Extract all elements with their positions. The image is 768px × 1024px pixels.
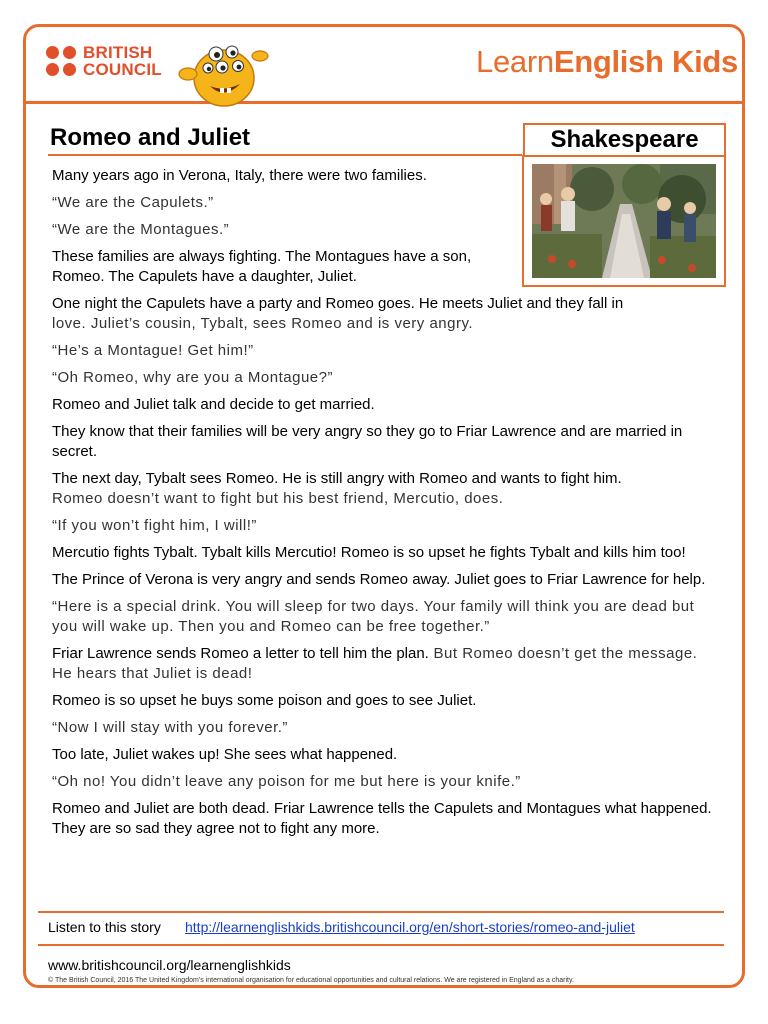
paragraph-line: But Romeo doesn’t get the message. He hears that Juliet is dead!	[52, 645, 698, 682]
story-paragraph	[52, 294, 712, 334]
story-body	[52, 166, 712, 846]
paragraph-line: Romeo doesn’t want to fight but his best friend, Mercutio, does.	[52, 490, 504, 507]
story-quote: “Now I will stay with you forever.”	[52, 719, 288, 736]
paragraph-line: love. Juliet’s cousin, Tybalt, sees Romeo and is very angry.	[52, 315, 474, 332]
story-title: Romeo and Juliet	[50, 124, 251, 151]
footer-site-url: www.britishcouncil.org/learnenglishkids	[48, 957, 291, 973]
paragraph-line: The next day, Tybalt sees Romeo. He is still angry with Romeo and wants to fight him.	[52, 470, 622, 487]
monster-mascot-icon	[178, 34, 270, 108]
story-quote: “Oh Romeo, why are you a Montague?”	[52, 369, 333, 386]
author-label: Shakespeare	[523, 123, 726, 157]
learnenglish-kids-logo	[476, 44, 738, 80]
story-paragraph: Mercutio fights Tybalt. Tybalt kills Mercutio! Romeo is so upset he fights Tybalt and kills him too!	[52, 544, 686, 561]
listen-story-link[interactable]: http://learnenglishkids.britishcouncil.org/en/short-stories/romeo-and-juliet	[185, 919, 635, 935]
story-paragraph	[52, 644, 712, 684]
story-paragraph: Romeo is so upset he buys some poison and goes to see Juliet.	[52, 692, 477, 709]
header-divider	[26, 101, 742, 104]
title-underline	[48, 154, 522, 156]
logo-english: English	[553, 44, 664, 79]
listen-divider-bottom	[38, 944, 724, 946]
story-paragraph: They know that their families will be very angry so they go to Friar Lawrence and are married in secret.	[52, 423, 683, 460]
logo-kids: Kids	[672, 44, 738, 79]
story-paragraph: Romeo and Juliet are both dead. Friar Lawrence tells the Capulets and Montagues what happened. They are so sad they agree not to fight any more.	[52, 800, 712, 837]
paragraph-line: Friar Lawrence sends Romeo a letter to tell him the plan.	[52, 645, 429, 662]
logo-learn: Learn	[476, 44, 554, 79]
story-quote: “If you won’t fight him, I will!”	[52, 517, 257, 534]
story-paragraph: Many years ago in Verona, Italy, there were two families.	[52, 167, 427, 184]
story-paragraph: Too late, Juliet wakes up! She sees what happened.	[52, 746, 398, 763]
story-paragraph: These families are always fighting. The Montagues have a son, Romeo. The Capulets have a daughter, Juliet.	[52, 248, 472, 285]
story-quote: “We are the Montagues.”	[52, 221, 230, 238]
story-paragraph: Romeo and Juliet talk and decide to get married.	[52, 396, 375, 413]
story-quote: “He’s a Montague! Get him!”	[52, 342, 254, 359]
story-paragraph	[52, 469, 712, 509]
story-quote: “Oh no! You didn’t leave any poison for me but here is your knife.”	[52, 773, 521, 790]
listen-label: Listen to this story	[48, 919, 161, 935]
logo-dots-icon	[46, 46, 76, 76]
paragraph-line: One night the Capulets have a party and Romeo goes. He meets Juliet and they fall in	[52, 295, 624, 312]
british-council-logo	[46, 44, 162, 78]
brand-line-1: BRITISH	[83, 43, 153, 62]
listen-divider-top	[38, 911, 724, 913]
story-quote: “Here is a special drink. You will sleep for two days. Your family will think you are dead but you will wake up. Then you and Romeo can be free together.”	[52, 598, 695, 635]
story-paragraph: The Prince of Verona is very angry and sends Romeo away. Juliet goes to Friar Lawrence for help.	[52, 571, 706, 588]
footer-copyright: © The British Council, 2016 The United Kingdom’s international organisation for educational opportunities and cultural relations. We are registered in England as a charity.	[48, 977, 574, 984]
story-quote: “We are the Capulets.”	[52, 194, 214, 211]
brand-line-2: COUNCIL	[83, 60, 162, 79]
